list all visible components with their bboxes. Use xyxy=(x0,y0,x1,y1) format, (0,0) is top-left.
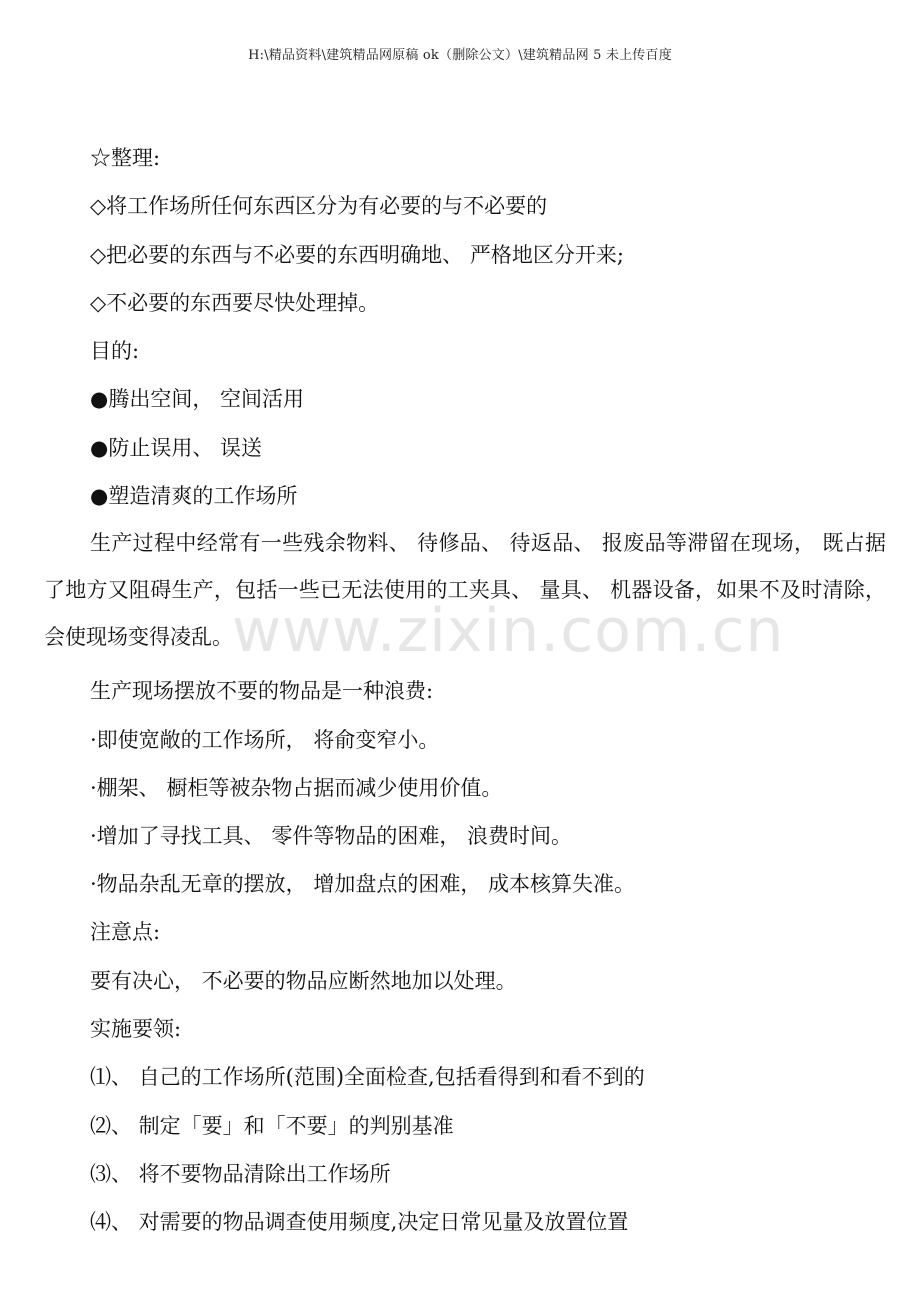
waste-item: ·物品杂乱无章的摆放， 增加盘点的困难， 成本核算失准。 xyxy=(90,872,636,896)
document-header-path: H:\精品资料\建筑精品网原稿 ok（删除公文）\建筑精品网 5 未上传百度 xyxy=(248,48,672,63)
steps-label: 实施要领: xyxy=(90,1017,182,1041)
purpose-item: ●防止误用、 误送 xyxy=(90,436,262,460)
diamond-item: ◇不必要的东西要尽快处理掉。 xyxy=(90,291,380,315)
waste-item: ·棚架、 橱柜等被杂物占据而减少使用价值。 xyxy=(90,776,503,800)
waste-intro: 生产现场摆放不要的物品是一种浪费: xyxy=(90,679,434,703)
watermark: www.zixin.com.cn xyxy=(232,596,785,666)
step-item: ⑴、 自己的工作场所(范围)全面检查,包括看得到和看不到的 xyxy=(90,1065,645,1089)
diamond-item: ◇把必要的东西与不必要的东西明确地、 严格地区分开来; xyxy=(90,243,624,267)
step-item: ⑷、 对需要的物品调查使用频度,决定日常见量及放置位置 xyxy=(90,1210,629,1234)
purpose-item: ●腾出空间， 空间活用 xyxy=(90,387,304,411)
body-paragraph: 生产过程中经常有一些残余物料、 待修品、 待返品、 报废品等滞留在现场， 既占据了地方又阻碍生产，包括一些已无法使用的工夹具、 量具、 机器设备，如果不及时清除， 会使现场变得凌乱。 xyxy=(44,531,886,649)
step-item: ⑶、 将不要物品清除出工作场所 xyxy=(90,1162,391,1186)
note-label: 注意点: xyxy=(90,920,161,944)
waste-item: ·增加了寻找工具、 零件等物品的困难， 浪费时间。 xyxy=(90,824,573,848)
step-item: ⑵、 制定「要」和「不要」的判别基准 xyxy=(90,1114,454,1138)
purpose-label: 目的: xyxy=(90,339,140,363)
waste-item: ·即使宽敞的工作场所， 将俞变窄小。 xyxy=(90,728,440,752)
section-title: ☆整理: xyxy=(90,146,161,170)
purpose-item: ●塑造清爽的工作场所 xyxy=(90,484,298,508)
diamond-item: ◇将工作场所任何东西区分为有必要的与不必要的 xyxy=(90,194,548,218)
note-text: 要有决心， 不必要的物品应断然地加以处理。 xyxy=(90,969,517,993)
